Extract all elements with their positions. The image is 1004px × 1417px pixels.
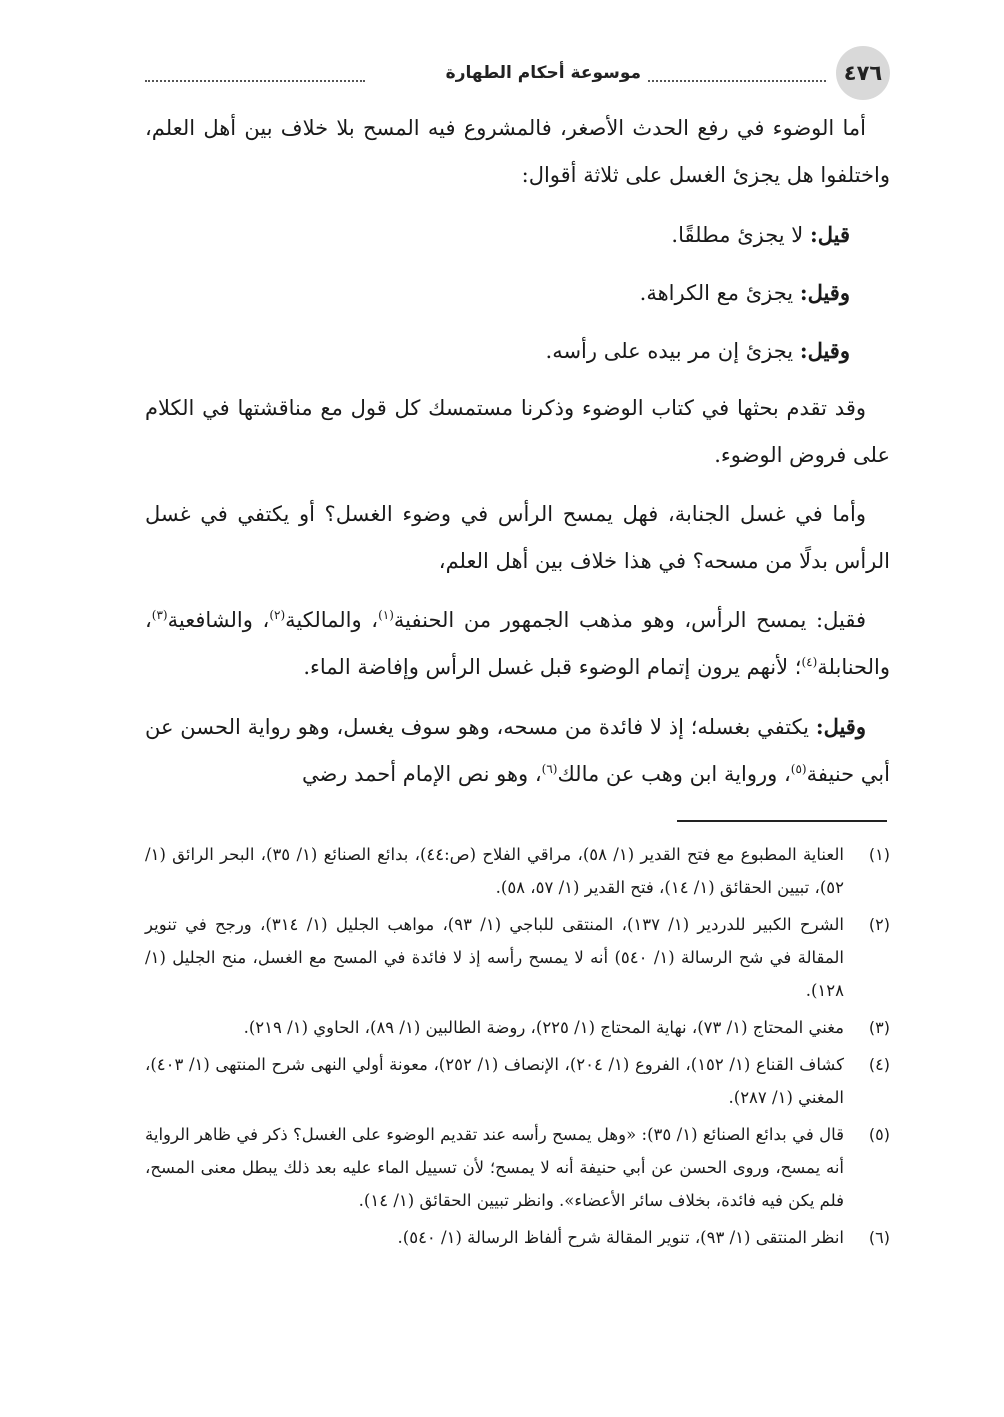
opinion-text: يجزئ إن مر بيده على رأسه. <box>545 339 800 363</box>
footnote <box>145 838 890 904</box>
footnote-marker[interactable]: (١) <box>378 608 394 622</box>
text-run: يكتفي بغسله؛ إذ لا فائدة من مسحه، وهو سوف يغسل، وهو رواية الحسن عن أبي حنيفة <box>145 715 890 786</box>
paragraph-majority <box>145 597 890 691</box>
text-run: ، ورواية ابن وهب عن مالك <box>557 762 791 786</box>
text-run: ، والحنابلة <box>145 608 890 679</box>
footnote-text: مغني المحتاج (١/ ٧٣)، نهاية المحتاج (١/ ٢٢٥)، روضة الطالبين (١/ ٨٩)، الحاوي (١/ ٢١٩). <box>243 1018 844 1037</box>
opinion-lead: قيل: <box>809 222 850 247</box>
paragraph: وقد تقدم بحثها في كتاب الوضوء وذكرنا مستمسك كل قول مع مناقشتها في الكلام على فروض الوضوء. <box>145 396 890 467</box>
footnote-number: (١) <box>868 845 890 864</box>
footnote-marker[interactable]: (٥) <box>790 762 807 776</box>
page-header <box>145 46 890 102</box>
paragraph-second-opinion <box>145 703 890 798</box>
footnote <box>145 1048 890 1114</box>
opinion-lead: وقيل: <box>799 338 850 363</box>
text-run: فقيل: يمسح الرأس، وهو مذهب الجمهور من الحنفية <box>393 608 866 632</box>
footnote-separator <box>677 820 887 822</box>
footnote-number: (٢) <box>868 915 890 934</box>
footnote <box>145 1118 890 1217</box>
footnote-text: كشاف القناع (١/ ١٥٢)، الفروع (١/ ٢٠٤)، الإنصاف (١/ ٢٥٢)، معونة أولي النهى شرح المنتهى (١/ ٤٠٣)، المغني (١/ ٢٨٧). <box>145 1055 844 1107</box>
opinion-text: يجزئ مع الكراهة. <box>639 281 800 305</box>
footnote-text: العناية المطبوع مع فتح القدير (١/ ٥٨)، مراقي الفلاح (ص:٤٤)، بدائع الصنائع (١/ ٣٥)، البحر الرائق (١/ ٥٢)، تبيين الحقائق (١/ ١٤)، فتح القدير (١/ ٥٧، ٥٨). <box>145 845 844 897</box>
opinion-lead: وقيل: <box>815 714 866 739</box>
text-run: ؛ لأنهم يرون إتمام الوضوء قبل غسل الرأس وإفاضة الماء. <box>303 655 802 679</box>
footnote <box>145 1011 890 1044</box>
footnote-text: انظر المنتقى (١/ ٩٣)، تنوير المقالة شرح ألفاظ الرسالة (١/ ٥٤٠). <box>397 1228 844 1247</box>
footnote-marker[interactable]: (٦) <box>541 762 558 776</box>
footnote <box>145 1221 890 1254</box>
header-dotted-rule-right <box>648 66 826 82</box>
text-run: ، والشافعية <box>167 608 270 632</box>
footnotes-section <box>145 838 890 1258</box>
page-number-badge: ٤٧٦ <box>836 46 890 100</box>
footnote-marker[interactable]: (٣) <box>151 608 168 622</box>
paragraph: أما الوضوء في رفع الحدث الأصغر، فالمشروع فيه المسح بلا خلاف بين أهل العلم، واختلفوا هل يجزئ الغسل على ثلاثة أقوال: <box>145 116 890 187</box>
footnote-number: (٤) <box>868 1055 890 1074</box>
footnote <box>145 908 890 1007</box>
opinion-2 <box>145 269 890 317</box>
footnote-number: (٣) <box>868 1018 890 1037</box>
footnote-marker[interactable]: (٢) <box>269 608 286 622</box>
footnote-number: (٦) <box>868 1228 890 1247</box>
main-text <box>145 105 890 810</box>
opinion-1 <box>145 211 890 259</box>
footnote-text: الشرح الكبير للدردير (١/ ١٣٧)، المنتقى للباجي (١/ ٩٣)، مواهب الجليل (١/ ٣١٤)، ورجح في تنوير المقالة في شح الرسالة (١/ ٥٤٠) أنه لا يمسح رأسه إذ لا فائدة في المسح مع الغسل، منح الجليل (١/ ١٢٨). <box>145 915 845 1000</box>
paragraph: وأما في غسل الجنابة، فهل يمسح الرأس في وضوء الغسل؟ أو يكتفي في غسل الرأس بدلًا من مسحه؟ في هذا خلاف بين أهل العلم، <box>145 502 890 573</box>
opinion-lead: وقيل: <box>799 280 850 305</box>
opinion-text: لا يجزئ مطلقًا. <box>671 223 810 247</box>
footnote-text: قال في بدائع الصنائع (١/ ٣٥): «وهل يمسح رأسه عند تقديم الوضوء على الغسل؟ ذكر في ظاهر الرواية أنه يمسح، وروى الحسن عن أبي حنيفة أنه لا يمسح؛ لأن تسييل الماء عليه بعد ذلك يبطل معنى المسح، فلم يكن فيه فائدة، بخلاف سائر الأعضاء». وانظر تبيين الحقائق (١/ ١٤). <box>145 1125 844 1210</box>
opinion-3 <box>145 327 890 375</box>
footnote-marker[interactable]: (٤) <box>801 655 818 669</box>
text-run: ، والمالكية <box>285 608 379 632</box>
footnote-number: (٥) <box>868 1125 890 1144</box>
header-dotted-rule-left <box>145 66 365 82</box>
text-run: ، وهو نص الإمام أحمد رضي <box>301 762 542 786</box>
running-title: موسوعة أحكام الطهارة <box>442 60 645 86</box>
